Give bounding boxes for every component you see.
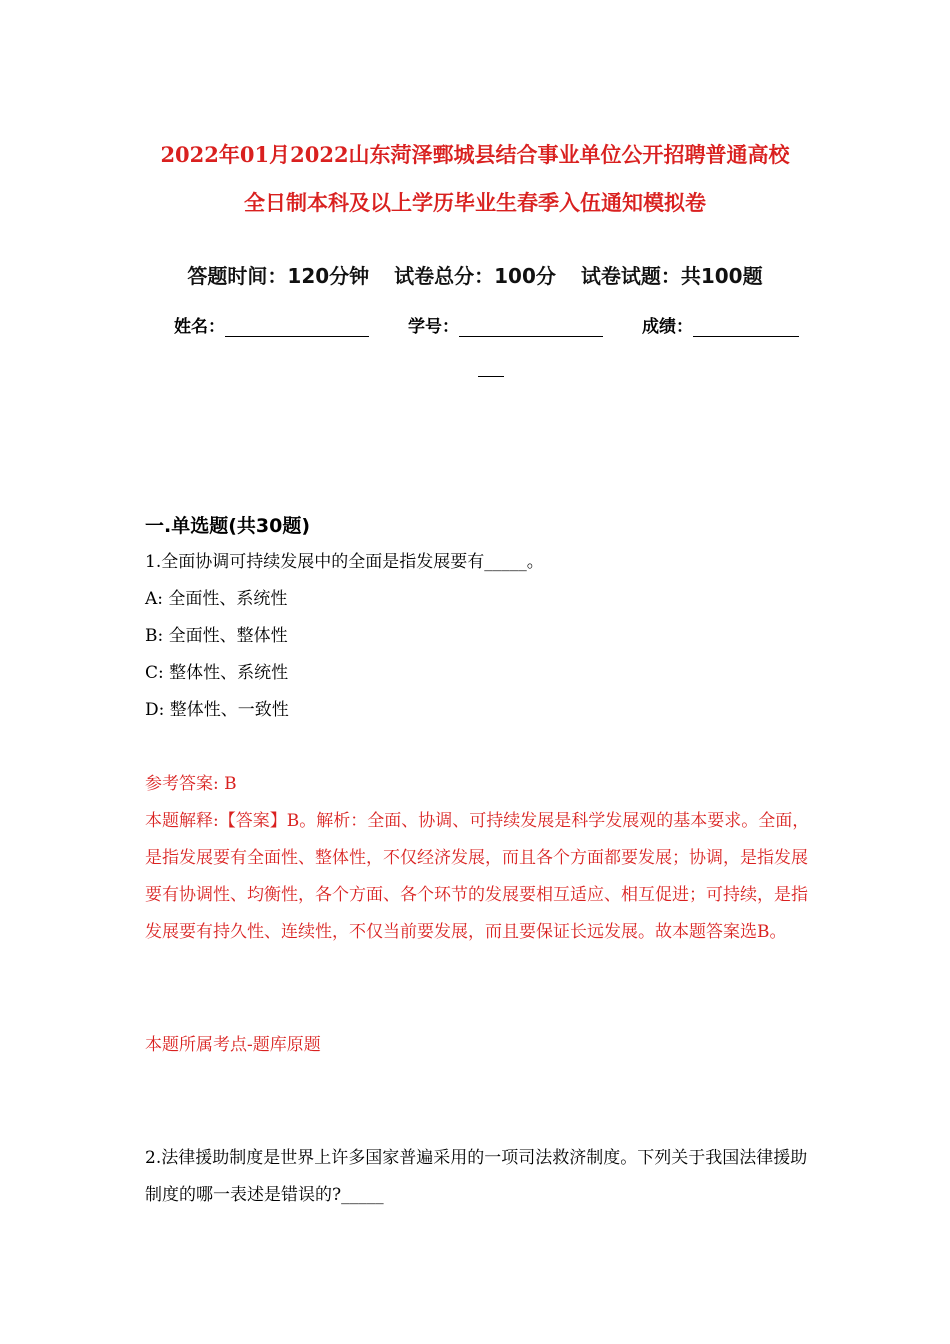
score-blank-continued	[478, 356, 504, 377]
option-c: C: 整体性、系统性	[145, 663, 289, 683]
name-label: 姓名：	[174, 317, 225, 337]
question-1-stem: 1.全面协调可持续发展中的全面是指发展要有_____。	[145, 552, 544, 572]
score-label: 成绩：	[642, 317, 693, 337]
exam-count: 试卷试题：共100题	[580, 264, 763, 288]
exam-time: 答题时间：120分钟	[187, 264, 370, 288]
explanation: 本题解释:【答案】B。解析：全面、协调、可持续发展是科学发展观的基本要求。全面，是指发展要有全面性、整体性，不仅经济发展，而且各个方面都要发展；协调，是指发展要有协调性、均衡性，各个方面、各个环节的发展要相互适应、相互促进；可持续，是指发展要有持久性、连续性，不仅当前要发展，而且要保证长远发展。故本题答案选B。	[145, 811, 810, 942]
exam-meta	[0, 260, 950, 289]
answer: 参考答案: B	[145, 774, 237, 794]
score-blank[interactable]	[693, 316, 799, 337]
question-1	[145, 544, 810, 729]
title-line-2: 全日制本科及以上学历毕业生春季入伍通知模拟卷	[244, 190, 706, 215]
name-blank[interactable]	[225, 316, 369, 337]
question-2-stem: 2.法律援助制度是世界上许多国家普遍采用的一项司法救济制度。下列关于我国法律援助制度的哪一表述是错误的?_____	[145, 1148, 808, 1205]
option-a: A: 全面性、系统性	[145, 589, 288, 609]
id-blank[interactable]	[459, 316, 603, 337]
exam-point: 本题所属考点-题库原题	[145, 1035, 321, 1055]
exam-total: 试卷总分：100分	[394, 264, 556, 288]
section-title: 一.单选题(共30题)	[145, 515, 311, 537]
id-label: 学号：	[408, 317, 459, 337]
option-d: D: 整体性、一致性	[145, 700, 289, 720]
title-line-1: 2022年01月2022山东菏泽鄄城县结合事业单位公开招聘普通高校	[160, 142, 790, 167]
option-b: B: 全面性、整体性	[145, 626, 288, 646]
